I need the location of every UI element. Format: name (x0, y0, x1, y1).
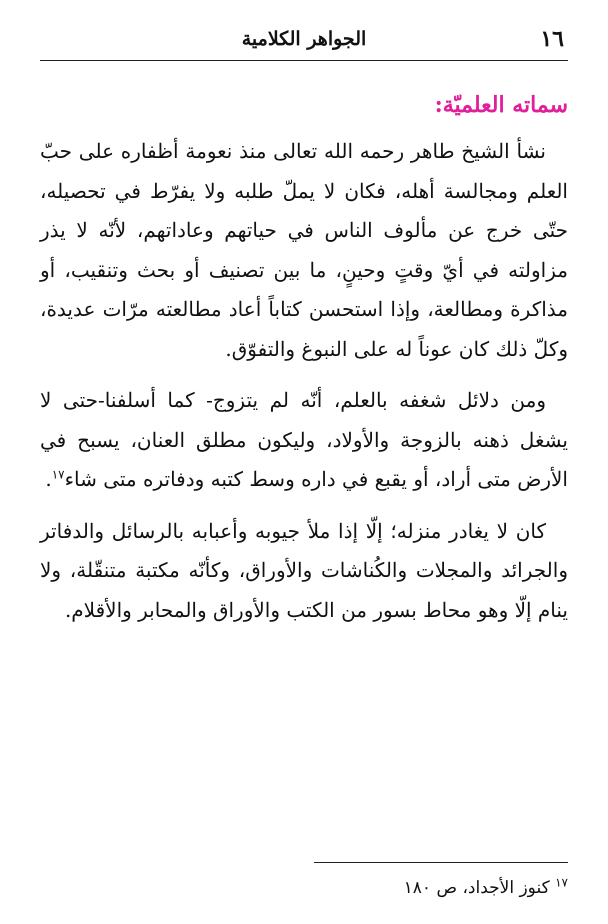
footnote (40, 874, 568, 902)
running-title: الجواهر الكلامية (241, 28, 367, 50)
paragraph-end-punctuation: . (45, 467, 52, 491)
page-header (40, 24, 568, 61)
section-heading: سماته العلميّة: (434, 92, 568, 118)
paragraph-text: كان لا يغادر منزله؛ إلّا إذا ملأ جيوبه وأعبابه بالرسائل والدفاتر والجرائد والمجلات والكُناشات والأوراق، وكأنّه مكتبة متنقّلة، ولا ينام إلّا وهو محاط بسور من الكتب والأوراق والمحابر والأقلام. (40, 518, 568, 622)
paragraph-text: نشأ الشيخ طاهر رحمه الله تعالى منذ نعومة أظفاره على حبّ العلم ومجالسة أهله، فكان لا يملّ طلبه ولا يفرّط في تحصيله، حتّى خرج عن مألوف الناس في حياتهم وعاداتهم، لأنّه لا يذر مزاولته في أيّ وقتٍ وحينٍ، ما بين تصنيف أو بحث وتنقيب، أو مذاكرة ومطالعة، وإذا استحسن كتاباً أعاد مطالعته مرّات عديدة، وكلّ ذلك كان عوناً له على النبوغ والتفوّق. (40, 139, 568, 361)
paragraph-1 (40, 132, 568, 369)
paragraph-text: ومن دلائل شغفه بالعلم، أنّه لم يتزوج- كما أسلفنا-حتى لا يشغل ذهنه بالزوجة والأولاد، وليكون مطلق العنان، يسبح في الأرض متى أراد، أو يقبع في داره وسط كتبه ودفاتره متى شاء (40, 388, 568, 491)
paragraph-2 (40, 381, 568, 500)
body-text (40, 132, 568, 642)
footnote-number: ١٧ (555, 875, 568, 890)
footnote-reference: ١٧ (51, 467, 65, 482)
page-number: ١٦ (540, 26, 564, 52)
paragraph-3 (40, 512, 568, 631)
footnote-text: كنوز الأجداد، ص ١٨٠ (403, 878, 550, 898)
footnote-divider (314, 862, 568, 863)
